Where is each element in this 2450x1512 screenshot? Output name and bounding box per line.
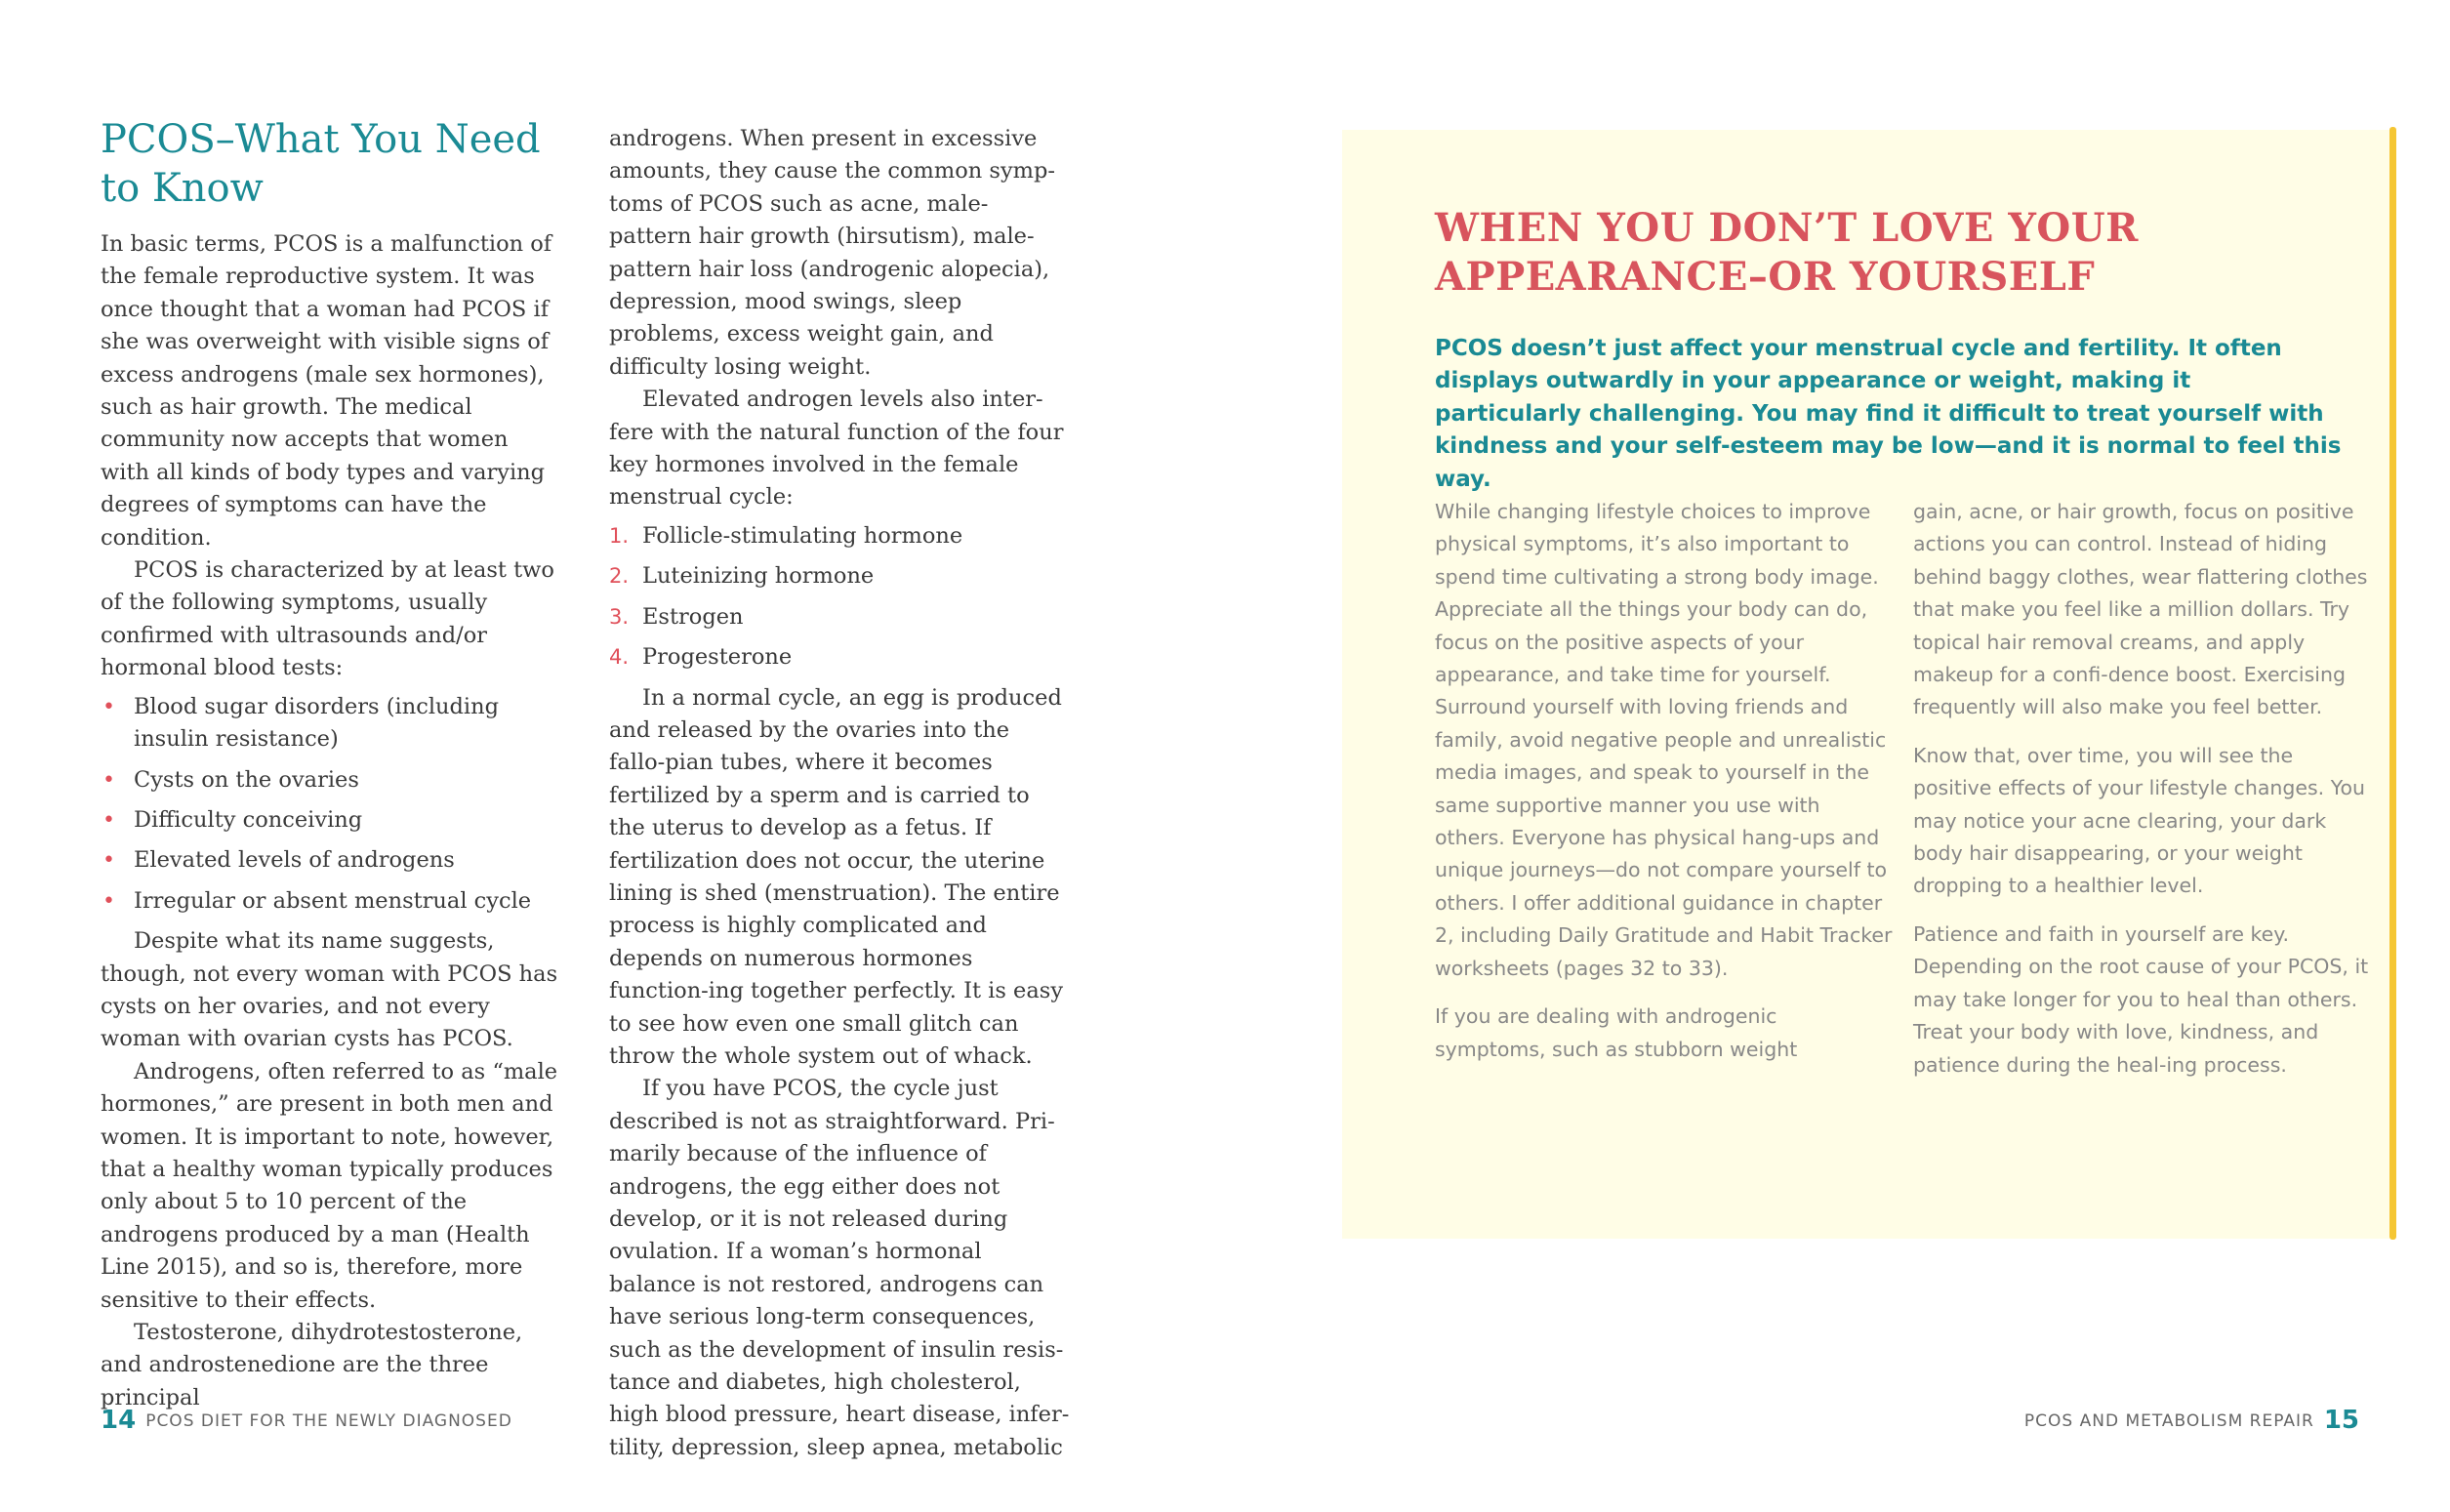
- list-item: • Cysts on the ovaries: [101, 764, 559, 797]
- body-paragraph: Elevated androgen levels also inter-fere with the natural function of the four key hormones involved in the female menstrual cycle:: [609, 387, 1064, 511]
- list-item: • Blood sugar disorders (including insulin resistance): [101, 691, 559, 756]
- body-paragraph: androgens. When present in excessive amounts, they cause the common symp-toms of PCOS such as acne, male-pattern hair growth (hirsutism), male-pattern hair loss (androgenic alopecia), depression, mood swings, sleep problems, excess weight gain, and difficulty losing weight.: [609, 126, 1056, 380]
- sidebar-paragraph: Know that, over time, you will see the positive effects of your lifestyle changes. You may notice your acne clearing, your dark body hair disappearing, or your weight dropping to a healthier level.: [1913, 743, 2366, 898]
- list-item: 4. Progesterone: [609, 641, 1070, 674]
- list-number: 4.: [609, 645, 630, 670]
- bullet-dot-icon: •: [102, 848, 115, 874]
- bullet-dot-icon: •: [102, 807, 115, 833]
- body-paragraph: Despite what its name suggests, though, not every woman with PCOS has cysts on her ovaries, and not every woman with ovarian cysts has PCOS.: [101, 928, 558, 1052]
- sidebar-paragraph: If you are dealing with androgenic symptoms, such as stubborn weight: [1435, 1004, 1798, 1061]
- body-paragraph: Androgens, often referred to as “male hormones,” are present in both men and women. It is important to note, however, that a healthy woman typically produces only about 5 to 10 percent of the androgens produced by a man (Health Line 2015), and so is, therefore, more sensitive to their effects.: [101, 1058, 558, 1313]
- list-item: 2. Luteinizing hormone: [609, 560, 1070, 593]
- sidebar-intro: PCOS doesn’t just affect your menstrual cycle and fertility. It often displays outwardly in your appearance or weight, making it particularly challenging. You may find it difficult to treat yourself with kindness and your self-esteem may be low—and it is normal to feel this way.: [1435, 336, 2342, 492]
- body-paragraph: In a normal cycle, an egg is produced and released by the ovaries into the fallo-pian tubes, where it becomes fertilized by a sperm and is carried to the uterus to develop as a fetus. If fertilization does not occur, the uterine lining is shed (menstruation). The entire process is highly complicated and depends on numerous hormones function-ing together perfectly. It is easy to see how even one small glitch can throw the whole system out of whack.: [609, 684, 1064, 1069]
- list-item: • Elevated levels of androgens: [101, 844, 559, 877]
- hormone-list: [609, 520, 1070, 674]
- list-number: 1.: [609, 523, 630, 548]
- bullet-dot-icon: •: [102, 888, 115, 914]
- page-number: 15: [2323, 1406, 2359, 1435]
- sidebar-paragraph: Patience and faith in yourself are key. Depending on the root cause of your PCOS, it may take longer for you to heal than others. Treat your body with love, kindness, and patience during the heal-ing process.: [1913, 921, 2369, 1077]
- symptom-list: [101, 691, 559, 918]
- page-number: 14: [101, 1406, 137, 1435]
- sidebar-edge-rule: [2389, 127, 2396, 1240]
- bullet-dot-icon: •: [102, 694, 115, 719]
- body-paragraph: PCOS is characterized by at least two of the following symptoms, usually confirmed with ultrasounds and/or hormonal blood tests:: [101, 557, 554, 681]
- list-number: 3.: [609, 604, 630, 629]
- footer-right: [2024, 1406, 2359, 1435]
- sidebar-paragraph: While changing lifestyle choices to improve physical symptoms, it’s also important to spend time cultivating a strong body image. Appreciate all the things your body can do, focus on the positive aspects of your appearance, and take time for yourself. Surround yourself with loving friends and family, avoid negative people and unrealistic media images, and speak to yourself in the same supportive manner you use with others. Everyone has physical hang-ups and unique journeys—do not compare yourself to others. I offer additional guidance in chapter 2, including Daily Gratitude and Habit Tracker worksheets (pages 32 to 33).: [1435, 500, 1893, 980]
- body-paragraph: If you have PCOS, the cycle just described is not as straightforward. Pri-marily because of the influence of androgens, the egg either does not develop, or it is not released during ovulation. If a woman’s hormonal balance is not restored, androgens can have serious long-term consequences, such as the development of insulin resis-tance and diabetes, high cholesterol, high blood pressure, heart disease, infer-tility, depression, sleep apnea, metabolic: [609, 1076, 1070, 1460]
- left-column-1: [101, 115, 559, 1414]
- body-paragraph: Testosterone, dihydrotestosterone, and androstenedione are the three principal: [101, 1320, 523, 1410]
- sidebar-column-2: [1913, 496, 2372, 1097]
- left-column-2: [609, 123, 1070, 1464]
- page-title: PCOS–What You Need to Know: [101, 117, 541, 211]
- list-number: 2.: [609, 564, 630, 589]
- sidebar-box: [1342, 130, 2389, 1239]
- list-item: • Difficulty conceiving: [101, 804, 559, 837]
- body-paragraph: In basic terms, PCOS is a malfunction of the female reproductive system. It was once thought that a woman had PCOS if she was overweight with visible signs of excess androgens (male sex hormones), such as hair growth. The medical community now accepts that women with all kinds of body types and varying degrees of symptoms can have the condition.: [101, 231, 552, 551]
- list-item: 3. Estrogen: [609, 601, 1070, 633]
- list-item: • Irregular or absent menstrual cycle: [101, 885, 559, 918]
- running-head: PCOS DIET FOR THE NEWLY DIAGNOSED: [145, 1411, 512, 1431]
- sidebar-paragraph: gain, acne, or hair growth, focus on positive actions you can control. Instead of hiding behind baggy clothes, wear flattering clothes that make you feel like a million dollars. Try topical hair removal creams, and apply makeup for a confi-dence boost. Exercising frequently will also make you feel better.: [1913, 500, 2368, 719]
- list-item: 1. Follicle-stimulating hormone: [609, 520, 1070, 552]
- footer-left: [101, 1406, 512, 1435]
- running-head: PCOS AND METABOLISM REPAIR: [2023, 1411, 2314, 1431]
- bullet-dot-icon: •: [102, 767, 115, 793]
- sidebar-column-1: [1435, 496, 1894, 1082]
- sidebar-title: WHEN YOU DON’T LOVE YOUR APPEARANCE–OR YOURSELF: [1435, 205, 2139, 300]
